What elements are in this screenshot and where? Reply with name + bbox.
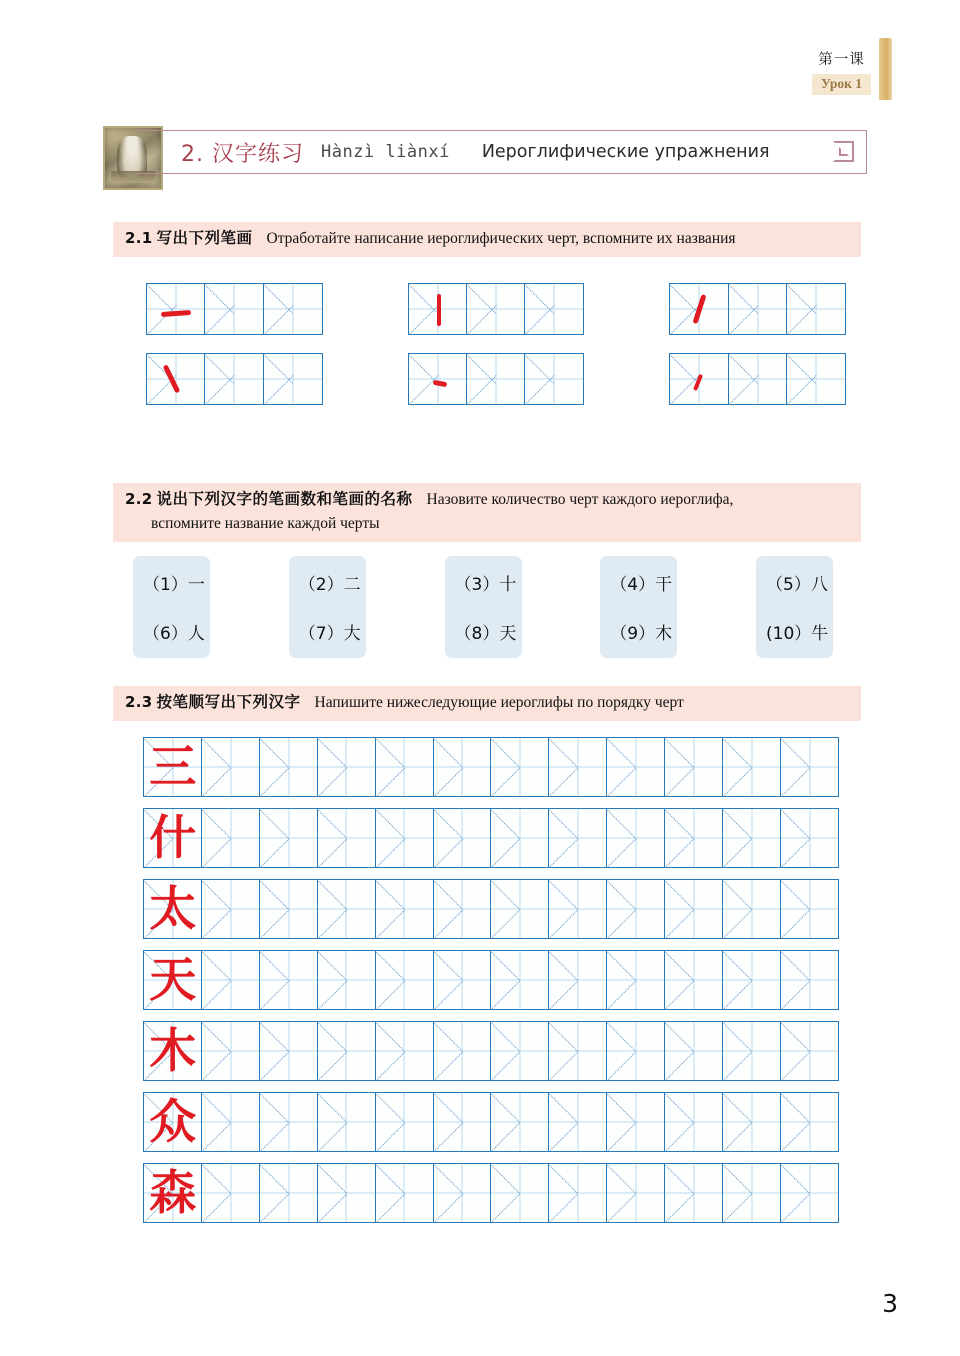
writing-blank-cell[interactable] [490,1021,550,1081]
exercise-title-ru-line2: вспомните название каждой черты [151,515,380,532]
writing-blank-cell[interactable] [490,737,550,797]
stroke-blank-cell[interactable] [786,353,846,405]
exercise-header-2-3 [113,686,861,721]
cell-diagonal-lines [491,1164,549,1222]
writing-blank-cell[interactable] [433,1092,493,1152]
exercise-title-ru: Назовите количество черт каждого иероглифа, [426,491,734,508]
writing-blank-cell[interactable] [490,1092,550,1152]
stroke-practice-group [146,283,323,335]
stroke-blank-cell[interactable] [728,353,788,405]
writing-blank-cell[interactable] [664,737,724,797]
lesson-header [812,38,892,100]
stroke-blank-cell[interactable] [786,283,846,335]
writing-practice-row [143,1021,839,1081]
writing-blank-cell[interactable] [606,1021,666,1081]
writing-blank-cell[interactable] [606,1092,666,1152]
writing-blank-cell[interactable] [317,950,377,1010]
stroke-example-cell[interactable] [669,353,729,405]
cell-diagonal-lines [549,1164,607,1222]
writing-blank-cell[interactable] [375,950,435,1010]
stroke-blank-cell[interactable] [263,353,323,405]
cell-diagonal-lines [264,284,322,334]
writing-blank-cell[interactable] [780,1092,840,1152]
writing-blank-cell[interactable] [201,737,261,797]
cell-diagonal-lines [376,951,434,1009]
character-box[interactable] [133,556,210,658]
exercise-number: 2.2 [125,490,153,508]
character-item: （2）二 [298,575,361,595]
writing-blank-cell[interactable] [259,879,319,939]
cell-diagonal-lines [318,1164,376,1222]
stroke-practice-group [146,353,323,405]
writing-blank-cell[interactable] [433,737,493,797]
writing-example-cell[interactable] [143,1092,203,1152]
writing-blank-cell[interactable] [317,737,377,797]
writing-blank-cell[interactable] [433,1021,493,1081]
writing-blank-cell[interactable] [259,950,319,1010]
writing-blank-cell[interactable] [201,879,261,939]
writing-blank-cell[interactable] [606,808,666,868]
cell-diagonal-lines [781,1164,839,1222]
exercise-header-2-2 [113,483,861,542]
practice-character: 三 [149,739,197,795]
exercise-header-line [125,227,849,251]
cell-diagonal-lines [260,738,318,796]
cell-diagonal-lines [202,738,260,796]
character-item: （9）木 [610,624,673,644]
cell-diagonal-lines [202,1093,260,1151]
section-title-content [181,130,867,174]
character-item: （7）大 [298,624,361,644]
stroke-blank-cell[interactable] [466,353,526,405]
cell-diagonal-lines [607,1164,665,1222]
cell-diagonal-lines [264,354,322,404]
writing-blank-cell[interactable] [201,808,261,868]
writing-practice-grids [143,737,839,1223]
stroke-blank-cell[interactable] [466,283,526,335]
writing-example-cell[interactable] [143,950,203,1010]
cell-diagonal-lines [729,284,787,334]
writing-blank-cell[interactable] [375,879,435,939]
character-box[interactable] [756,556,833,658]
writing-blank-cell[interactable] [548,950,608,1010]
writing-blank-cell[interactable] [259,737,319,797]
cell-diagonal-lines [434,809,492,867]
writing-blank-cell[interactable] [201,1021,261,1081]
writing-blank-cell[interactable] [722,737,782,797]
practice-character: 太 [149,881,197,937]
cell-diagonal-lines [781,809,839,867]
stroke-example-cell[interactable] [408,283,468,335]
writing-blank-cell[interactable] [664,1021,724,1081]
writing-blank-cell[interactable] [259,1021,319,1081]
cell-diagonal-lines [549,809,607,867]
cell-diagonal-lines [665,1093,723,1151]
cell-diagonal-lines [549,880,607,938]
stroke-practice-row [146,283,846,335]
cell-diagonal-lines [549,1022,607,1080]
cell-diagonal-lines [202,1164,260,1222]
cell-diagonal-lines [607,1022,665,1080]
cell-diagonal-lines [665,1022,723,1080]
practice-character: 木 [149,1023,197,1079]
character-item: （5）八 [766,575,828,595]
cell-diagonal-lines [409,354,467,404]
lesson-number-ru: Урок 1 [812,74,871,95]
cell-diagonal-lines [376,1164,434,1222]
exercise-title-cn: 按笔顺写出下列汉字 [156,693,301,711]
cell-diagonal-lines [525,354,583,404]
exercise-header-line [125,691,849,715]
writing-blank-cell[interactable] [722,1163,782,1223]
cell-diagonal-lines [491,809,549,867]
cell-diagonal-lines [607,809,665,867]
stroke-blank-cell[interactable] [524,353,584,405]
cell-diagonal-lines [665,809,723,867]
stroke-blank-cell[interactable] [204,283,264,335]
writing-blank-cell[interactable] [548,1163,608,1223]
cell-diagonal-lines [781,951,839,1009]
stroke-blank-cell[interactable] [204,353,264,405]
writing-blank-cell[interactable] [317,1163,377,1223]
writing-blank-cell[interactable] [433,950,493,1010]
stroke-example-cell[interactable] [408,353,468,405]
stroke-blank-cell[interactable] [524,283,584,335]
cell-diagonal-lines [491,1022,549,1080]
cell-diagonal-lines [376,880,434,938]
writing-blank-cell[interactable] [606,950,666,1010]
character-item: （8）天 [454,624,517,644]
writing-blank-cell[interactable] [780,879,840,939]
cell-diagonal-lines [549,1093,607,1151]
cell-diagonal-lines [318,738,376,796]
writing-blank-cell[interactable] [722,1092,782,1152]
cell-diagonal-lines [723,1164,781,1222]
cell-diagonal-lines [434,1093,492,1151]
writing-blank-cell[interactable] [664,950,724,1010]
writing-blank-cell[interactable] [317,879,377,939]
stroke-practice-row [146,353,846,405]
writing-blank-cell[interactable] [317,808,377,868]
writing-blank-cell[interactable] [780,808,840,868]
section-title-pinyin: Hànzì liànxí [320,142,450,162]
stroke-practice-group [669,283,846,335]
cell-diagonal-lines [205,284,263,334]
cell-diagonal-lines [525,284,583,334]
cell-diagonal-lines [781,738,839,796]
writing-practice-row [143,737,839,797]
cell-diagonal-lines [549,738,607,796]
writing-blank-cell[interactable] [375,737,435,797]
exercise-header-2-1 [113,222,861,257]
cell-diagonal-lines [607,880,665,938]
exercise-title-cn: 说出下列汉字的笔画数和笔画的名称 [156,490,413,508]
character-item: (10）牛 [766,624,829,644]
cell-diagonal-lines [607,951,665,1009]
exercise-title-ru: Напишите нижеследующие иероглифы по порядку черт [314,694,684,711]
section-title-bar [103,130,867,182]
writing-blank-cell[interactable] [722,879,782,939]
practice-character: 森 [149,1165,197,1221]
cell-diagonal-lines [260,880,318,938]
writing-blank-cell[interactable] [548,808,608,868]
stroke-shu [437,294,442,326]
cell-diagonal-lines [147,354,205,404]
exercise-title-cn: 写出下列笔画 [156,229,253,247]
character-item: （6）人 [143,624,205,644]
cell-diagonal-lines [202,880,260,938]
writing-blank-cell[interactable] [780,1021,840,1081]
stroke-example-cell[interactable] [146,353,206,405]
cell-diagonal-lines [376,1022,434,1080]
exercise-header-line [125,488,849,512]
exercise-header-line-2 [125,512,849,536]
stroke-example-cell[interactable] [669,283,729,335]
cell-diagonal-lines [318,1093,376,1151]
cell-diagonal-lines [376,738,434,796]
character-list [133,556,833,658]
writing-practice-row [143,808,839,868]
cell-diagonal-lines [260,1093,318,1151]
writing-blank-cell[interactable] [375,808,435,868]
cell-diagonal-lines [723,1022,781,1080]
writing-blank-cell[interactable] [490,879,550,939]
lesson-labels [812,38,871,95]
cell-diagonal-lines [376,1093,434,1151]
stroke-practice-group [408,283,585,335]
cell-diagonal-lines [491,951,549,1009]
lesson-tab-bar [879,38,892,100]
writing-blank-cell[interactable] [664,1092,724,1152]
writing-blank-cell[interactable] [664,808,724,868]
cell-diagonal-lines [665,1164,723,1222]
cell-diagonal-lines [318,880,376,938]
cell-diagonal-lines [549,951,607,1009]
writing-blank-cell[interactable] [375,1163,435,1223]
writing-blank-cell[interactable] [606,879,666,939]
character-box[interactable] [289,556,366,658]
writing-blank-cell[interactable] [375,1021,435,1081]
character-item: （3）十 [454,575,517,595]
section-title-cn: 2. 汉字练习 [181,141,304,167]
writing-blank-cell[interactable] [780,1163,840,1223]
writing-blank-cell[interactable] [259,1163,319,1223]
cell-diagonal-lines [467,284,525,334]
cell-diagonal-lines [607,1093,665,1151]
cell-diagonal-lines [491,1093,549,1151]
writing-blank-cell[interactable] [548,879,608,939]
writing-blank-cell[interactable] [722,808,782,868]
character-item: （4）干 [610,575,673,595]
writing-blank-cell[interactable] [606,1163,666,1223]
cell-diagonal-lines [665,738,723,796]
writing-blank-cell[interactable] [317,1021,377,1081]
writing-blank-cell[interactable] [201,1163,261,1223]
cell-diagonal-lines [723,738,781,796]
stroke-practice-group [669,353,846,405]
stroke-blank-cell[interactable] [728,283,788,335]
cell-diagonal-lines [318,1022,376,1080]
cell-diagonal-lines [147,284,205,334]
writing-blank-cell[interactable] [664,879,724,939]
writing-blank-cell[interactable] [780,737,840,797]
cell-diagonal-lines [781,1093,839,1151]
writing-practice-row [143,1163,839,1223]
writing-practice-row [143,950,839,1010]
cell-diagonal-lines [260,951,318,1009]
cell-diagonal-lines [787,354,845,404]
cell-diagonal-lines [318,809,376,867]
stroke-practice-grids [146,283,846,405]
cell-diagonal-lines [260,1164,318,1222]
writing-blank-cell[interactable] [548,1092,608,1152]
cell-diagonal-lines [723,951,781,1009]
cell-diagonal-lines [665,951,723,1009]
writing-example-cell[interactable] [143,808,203,868]
writing-blank-cell[interactable] [780,950,840,1010]
writing-blank-cell[interactable] [259,808,319,868]
cell-diagonal-lines [434,951,492,1009]
exercise-number: 2.1 [125,229,153,247]
practice-character: 天 [149,952,197,1008]
writing-blank-cell[interactable] [548,1021,608,1081]
cell-diagonal-lines [467,354,525,404]
cell-diagonal-lines [202,1022,260,1080]
cell-diagonal-lines [781,1022,839,1080]
page-number: 3 [882,1289,898,1318]
writing-example-cell[interactable] [143,1021,203,1081]
cell-diagonal-lines [723,809,781,867]
writing-blank-cell[interactable] [722,950,782,1010]
stroke-example-cell[interactable] [146,283,206,335]
cell-diagonal-lines [202,809,260,867]
writing-practice-row [143,879,839,939]
cell-diagonal-lines [787,284,845,334]
cell-diagonal-lines [205,354,263,404]
cell-diagonal-lines [491,880,549,938]
writing-blank-cell[interactable] [606,737,666,797]
writing-blank-cell[interactable] [433,808,493,868]
writing-blank-cell[interactable] [201,1092,261,1152]
stroke-blank-cell[interactable] [263,283,323,335]
character-box[interactable] [600,556,677,658]
writing-blank-cell[interactable] [490,1163,550,1223]
cell-diagonal-lines [665,880,723,938]
lesson-number-cn: 第一课 [818,52,865,68]
exercise-title-ru: Отработайте написание иероглифических черт, вспомните их названия [266,230,736,247]
writing-blank-cell[interactable] [548,737,608,797]
cell-diagonal-lines [723,1093,781,1151]
writing-blank-cell[interactable] [201,950,261,1010]
exercise-number: 2.3 [125,693,153,711]
cell-diagonal-lines [434,880,492,938]
writing-blank-cell[interactable] [433,1163,493,1223]
writing-example-cell[interactable] [143,879,203,939]
writing-blank-cell[interactable] [722,1021,782,1081]
writing-blank-cell[interactable] [664,1163,724,1223]
writing-blank-cell[interactable] [317,1092,377,1152]
character-item: （1）一 [143,575,205,595]
cell-diagonal-lines [434,1164,492,1222]
cell-diagonal-lines [202,951,260,1009]
cell-diagonal-lines [260,1022,318,1080]
cell-diagonal-lines [729,354,787,404]
cell-diagonal-lines [781,880,839,938]
practice-character: 什 [149,810,197,866]
section-title-ru: Иероглифические упражнения [481,142,770,162]
cell-diagonal-lines [434,1022,492,1080]
cell-diagonal-lines [260,809,318,867]
cell-diagonal-lines [491,738,549,796]
meander-spiral-icon [833,141,854,162]
writing-example-cell[interactable] [143,1163,203,1223]
cell-diagonal-lines [723,880,781,938]
cell-diagonal-lines [376,809,434,867]
writing-blank-cell[interactable] [375,1092,435,1152]
cell-diagonal-lines [434,738,492,796]
stroke-practice-group [408,353,585,405]
cell-diagonal-lines [607,738,665,796]
writing-practice-row [143,1092,839,1152]
cell-diagonal-lines [318,951,376,1009]
writing-example-cell[interactable] [143,737,203,797]
practice-character: 众 [149,1094,197,1150]
writing-blank-cell[interactable] [259,1092,319,1152]
writing-blank-cell[interactable] [433,879,493,939]
character-box[interactable] [445,556,522,658]
writing-blank-cell[interactable] [490,808,550,868]
writing-blank-cell[interactable] [490,950,550,1010]
